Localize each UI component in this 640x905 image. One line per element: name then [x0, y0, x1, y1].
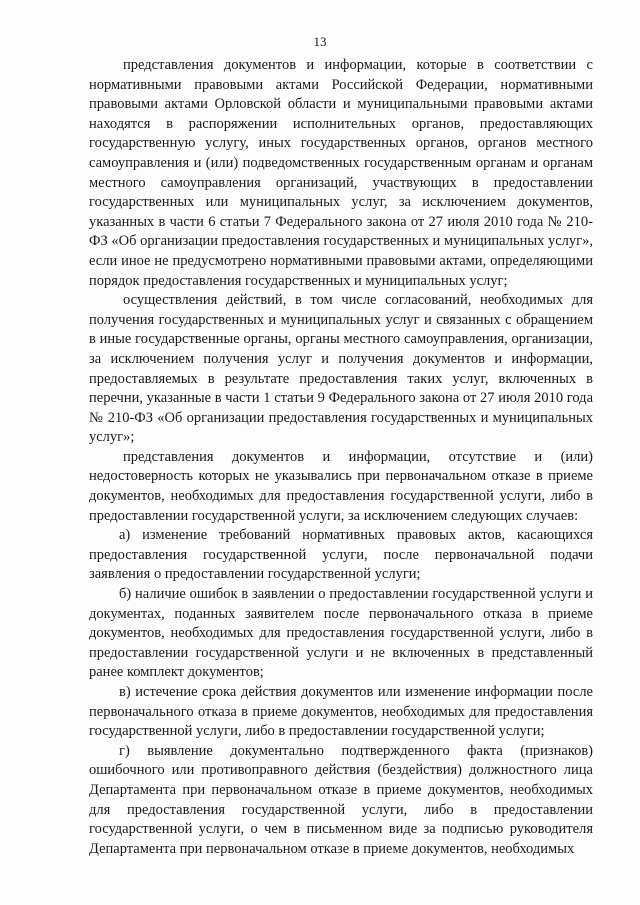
list-item-a: а) изменение требований нормативных правовых актов, касающихся предоставления государственной услуги, после первоначальной подачи заявления о предоставлении государственной услуги;: [89, 527, 593, 583]
paragraph-documents-in-possession: представления документов и информации, которые в соответствии с нормативными правовыми актами Российской Федерации, нормативными правовыми актами Орловской области и муниципальными правовыми актами находятся в распоряжении исполнительных органов, предоставляющих государственную услугу, иных государственных органов, органов местного самоуправления и (или) подведомственных государственным органам и органам местного самоуправления организаций, участвующих в предоставлении государственных или муниципальных услуг, за исключением документов, указанных в части 6 статьи 7 Федерального закона от 27 июля 2010 года № 210-ФЗ «Об организации предоставления государственных и муниципальных услуг», если иное не предусмотрено нормативными правовыми актами, определяющими порядок предоставления государственных и муниципальных услуг;: [89, 57, 593, 289]
page-number: 13: [313, 34, 327, 49]
paragraph-documents-not-indicated: представления документов и информации, отсутствие и (или) недостоверность которых не указывались при первоначальном отказе в приеме документов, необходимых для предоставления государственной услуги, либо в предоставлении государственной услуги, за исключением следующих случаев:: [89, 448, 593, 524]
paragraph-actions-approvals: осуществления действий, в том числе согласований, необходимых для получения государственных и муниципальных услуг и связанных с обращением в иные государственные органы, органы местного самоуправления, организации, за исключением получения услуг и получения документов и информации, предоставляемых в результате предоставления таких услуг, включенных в перечни, указанные в части 1 статьи 9 Федерального закона от 27 июля 2010 года № 210-ФЗ «Об организации предоставления государственных и муниципальных услуг»;: [89, 292, 593, 446]
list-item-g: г) выявление документально подтвержденного факта (признаков) ошибочного или противоправного действия (бездействия) должностного лица Департамента при первоначальном отказе в приеме документов, необходимых для предоставления государственной услуги, либо в предоставлении государственной услуги, о чем в письменном виде за подписью руководителя Департамента при первоначальном отказе в приеме документов, необходимых: [89, 742, 593, 857]
list-item-b: б) наличие ошибок в заявлении о предоставлении государственной услуги и документах, поданных заявителем после первоначального отказа в приеме документов, необходимых для предоставления государственной услуги, либо в предоставлении государственной услуги и не включенных в представленный ранее комплект документов;: [89, 586, 593, 681]
document-body: [89, 56, 593, 859]
list-item-v: в) истечение срока действия документов или изменение информации после первоначального отказа в приеме документов, необходимых для предоставления государственной услуги, либо в предоставлении государственной услуги;: [89, 684, 593, 740]
